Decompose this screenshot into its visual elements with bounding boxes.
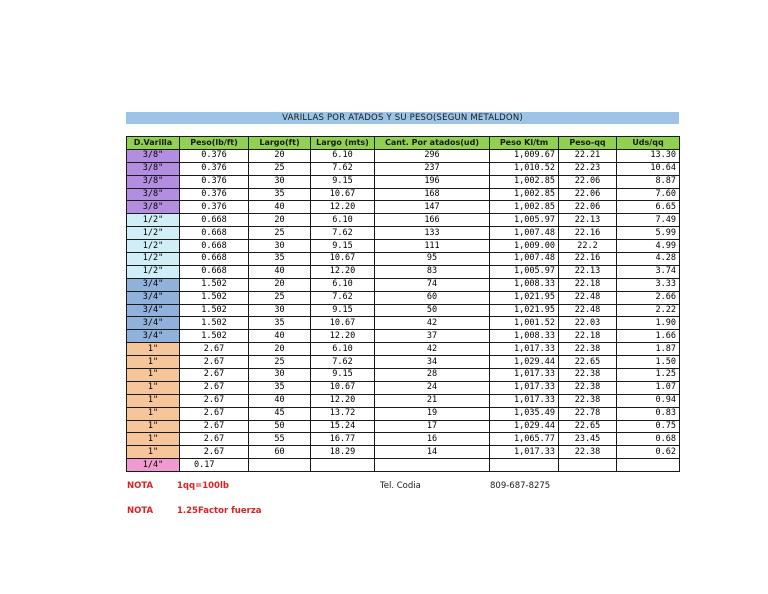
table-row bbox=[127, 175, 680, 188]
length-ft-cell: 60 bbox=[249, 446, 311, 459]
qty-cell: 83 bbox=[375, 265, 490, 278]
length-ft-cell: 30 bbox=[249, 369, 311, 382]
table-row bbox=[127, 394, 680, 407]
qty-cell: 60 bbox=[375, 291, 490, 304]
diameter-cell: 1/2" bbox=[127, 240, 180, 253]
weight-lbft-cell: 0.668 bbox=[180, 265, 249, 278]
weight-qq-cell: 22.03 bbox=[559, 317, 617, 330]
table-title: VARILLAS POR ATADOS Y SU PESO(SEGUN METALDON) bbox=[126, 112, 679, 124]
qty-cell: 42 bbox=[375, 343, 490, 356]
diameter-cell: 1/2" bbox=[127, 214, 180, 227]
weight-lbft-cell: 1.502 bbox=[180, 317, 249, 330]
qty-cell: 24 bbox=[375, 381, 490, 394]
weight-lbft-cell: 0.376 bbox=[180, 188, 249, 201]
weight-lbft-cell: 0.17 bbox=[180, 459, 249, 472]
weight-kg-cell: 1,017.33 bbox=[490, 343, 559, 356]
diameter-cell: 3/4" bbox=[127, 291, 180, 304]
weight-lbft-cell: 1.502 bbox=[180, 330, 249, 343]
units-qq-cell: 0.68 bbox=[617, 433, 680, 446]
col-header-weight-qq: Peso-qq bbox=[559, 137, 617, 150]
length-ft-cell: 55 bbox=[249, 433, 311, 446]
nota-2-label: NOTA bbox=[127, 506, 154, 516]
weight-qq-cell: 23.45 bbox=[559, 433, 617, 446]
table-row bbox=[127, 253, 680, 266]
weight-kg-cell: 1,017.33 bbox=[490, 394, 559, 407]
qty-cell: 14 bbox=[375, 446, 490, 459]
length-m-cell: 10.67 bbox=[311, 188, 375, 201]
length-ft-cell: 25 bbox=[249, 291, 311, 304]
length-m-cell: 12.20 bbox=[311, 394, 375, 407]
units-qq-cell: 1.66 bbox=[617, 330, 680, 343]
units-qq-cell: 8.87 bbox=[617, 175, 680, 188]
weight-qq-cell: 22.06 bbox=[559, 201, 617, 214]
diameter-cell: 1" bbox=[127, 381, 180, 394]
diameter-cell: 1/4" bbox=[127, 459, 180, 472]
weight-lbft-cell: 1.502 bbox=[180, 304, 249, 317]
table-row bbox=[127, 407, 680, 420]
table-row bbox=[127, 149, 680, 162]
length-m-cell: 6.10 bbox=[311, 149, 375, 162]
weight-qq-cell: 22.78 bbox=[559, 407, 617, 420]
table-row bbox=[127, 343, 680, 356]
diameter-cell: 3/4" bbox=[127, 330, 180, 343]
weight-qq-cell: 22.21 bbox=[559, 149, 617, 162]
units-qq-cell: 3.74 bbox=[617, 265, 680, 278]
table-row bbox=[127, 356, 680, 369]
units-qq-cell: 5.99 bbox=[617, 227, 680, 240]
units-qq-cell: 3.33 bbox=[617, 278, 680, 291]
empty-cell bbox=[617, 459, 680, 472]
units-qq-cell: 4.28 bbox=[617, 253, 680, 266]
weight-lbft-cell: 1.502 bbox=[180, 291, 249, 304]
weight-qq-cell: 22.2 bbox=[559, 240, 617, 253]
units-qq-cell: 0.75 bbox=[617, 420, 680, 433]
weight-kg-cell: 1,065.77 bbox=[490, 433, 559, 446]
diameter-cell: 1" bbox=[127, 394, 180, 407]
table-row-extra bbox=[127, 459, 680, 472]
weight-lbft-cell: 0.668 bbox=[180, 253, 249, 266]
weight-kg-cell: 1,010.52 bbox=[490, 162, 559, 175]
tel-number: 809-687-8275 bbox=[490, 481, 551, 491]
diameter-cell: 1" bbox=[127, 433, 180, 446]
empty-cell bbox=[249, 459, 311, 472]
qty-cell: 111 bbox=[375, 240, 490, 253]
empty-cell bbox=[311, 459, 375, 472]
qty-cell: 42 bbox=[375, 317, 490, 330]
length-m-cell: 9.15 bbox=[311, 369, 375, 382]
weight-kg-cell: 1,021.95 bbox=[490, 291, 559, 304]
table-row bbox=[127, 214, 680, 227]
weight-kg-cell: 1,017.33 bbox=[490, 369, 559, 382]
length-m-cell: 6.10 bbox=[311, 343, 375, 356]
weight-qq-cell: 22.13 bbox=[559, 265, 617, 278]
rebar-table bbox=[126, 136, 680, 472]
units-qq-cell: 7.60 bbox=[617, 188, 680, 201]
col-header-weight-kg: Peso Kl/tm bbox=[490, 137, 559, 150]
table-row bbox=[127, 240, 680, 253]
diameter-cell: 1/2" bbox=[127, 227, 180, 240]
qty-cell: 166 bbox=[375, 214, 490, 227]
diameter-cell: 1" bbox=[127, 420, 180, 433]
weight-lbft-cell: 0.376 bbox=[180, 162, 249, 175]
diameter-cell: 3/4" bbox=[127, 317, 180, 330]
qty-cell: 296 bbox=[375, 149, 490, 162]
empty-cell bbox=[375, 459, 490, 472]
length-m-cell: 6.10 bbox=[311, 214, 375, 227]
empty-cell bbox=[490, 459, 559, 472]
length-m-cell: 9.15 bbox=[311, 175, 375, 188]
qty-cell: 196 bbox=[375, 175, 490, 188]
weight-kg-cell: 1,002.85 bbox=[490, 175, 559, 188]
weight-kg-cell: 1,005.97 bbox=[490, 265, 559, 278]
weight-qq-cell: 22.38 bbox=[559, 343, 617, 356]
units-qq-cell: 2.66 bbox=[617, 291, 680, 304]
table-row bbox=[127, 381, 680, 394]
table-row bbox=[127, 265, 680, 278]
length-m-cell: 12.20 bbox=[311, 201, 375, 214]
weight-qq-cell: 22.16 bbox=[559, 227, 617, 240]
length-ft-cell: 20 bbox=[249, 214, 311, 227]
table-row bbox=[127, 278, 680, 291]
length-ft-cell: 35 bbox=[249, 317, 311, 330]
units-qq-cell: 1.87 bbox=[617, 343, 680, 356]
weight-kg-cell: 1,007.48 bbox=[490, 253, 559, 266]
length-ft-cell: 25 bbox=[249, 227, 311, 240]
weight-lbft-cell: 2.67 bbox=[180, 343, 249, 356]
diameter-cell: 3/8" bbox=[127, 201, 180, 214]
length-m-cell: 13.72 bbox=[311, 407, 375, 420]
qty-cell: 28 bbox=[375, 369, 490, 382]
diameter-cell: 1" bbox=[127, 356, 180, 369]
length-m-cell: 6.10 bbox=[311, 278, 375, 291]
length-ft-cell: 30 bbox=[249, 304, 311, 317]
weight-lbft-cell: 2.67 bbox=[180, 394, 249, 407]
length-m-cell: 9.15 bbox=[311, 240, 375, 253]
length-m-cell: 7.62 bbox=[311, 291, 375, 304]
weight-kg-cell: 1,008.33 bbox=[490, 330, 559, 343]
qty-cell: 74 bbox=[375, 278, 490, 291]
weight-kg-cell: 1,017.33 bbox=[490, 446, 559, 459]
length-ft-cell: 40 bbox=[249, 394, 311, 407]
diameter-cell: 1" bbox=[127, 343, 180, 356]
weight-qq-cell: 22.48 bbox=[559, 291, 617, 304]
weight-lbft-cell: 0.376 bbox=[180, 149, 249, 162]
length-ft-cell: 50 bbox=[249, 420, 311, 433]
col-header-length-m: Largo (mts) bbox=[311, 137, 375, 150]
table-row bbox=[127, 291, 680, 304]
col-header-qty-per-bundle: Cant. Por atados(ud) bbox=[375, 137, 490, 150]
weight-kg-cell: 1,008.33 bbox=[490, 278, 559, 291]
diameter-cell: 3/4" bbox=[127, 278, 180, 291]
weight-lbft-cell: 0.376 bbox=[180, 175, 249, 188]
weight-kg-cell: 1,035.49 bbox=[490, 407, 559, 420]
table-row bbox=[127, 188, 680, 201]
table-row bbox=[127, 330, 680, 343]
weight-qq-cell: 22.38 bbox=[559, 369, 617, 382]
weight-kg-cell: 1,009.00 bbox=[490, 240, 559, 253]
units-qq-cell: 0.83 bbox=[617, 407, 680, 420]
table-row bbox=[127, 227, 680, 240]
diameter-cell: 3/4" bbox=[127, 304, 180, 317]
weight-kg-cell: 1,002.85 bbox=[490, 201, 559, 214]
weight-kg-cell: 1,029.44 bbox=[490, 356, 559, 369]
qty-cell: 19 bbox=[375, 407, 490, 420]
weight-qq-cell: 22.23 bbox=[559, 162, 617, 175]
qty-cell: 16 bbox=[375, 433, 490, 446]
length-m-cell: 16.77 bbox=[311, 433, 375, 446]
col-header-weight-lbft: Peso(lb/ft) bbox=[180, 137, 249, 150]
weight-qq-cell: 22.65 bbox=[559, 420, 617, 433]
length-m-cell: 10.67 bbox=[311, 317, 375, 330]
length-ft-cell: 20 bbox=[249, 278, 311, 291]
length-ft-cell: 20 bbox=[249, 343, 311, 356]
length-ft-cell: 40 bbox=[249, 330, 311, 343]
weight-lbft-cell: 2.67 bbox=[180, 369, 249, 382]
diameter-cell: 1/2" bbox=[127, 265, 180, 278]
length-ft-cell: 45 bbox=[249, 407, 311, 420]
diameter-cell: 3/8" bbox=[127, 162, 180, 175]
diameter-cell: 1" bbox=[127, 407, 180, 420]
weight-qq-cell: 22.48 bbox=[559, 304, 617, 317]
table-row bbox=[127, 317, 680, 330]
qty-cell: 237 bbox=[375, 162, 490, 175]
qty-cell: 95 bbox=[375, 253, 490, 266]
table-row bbox=[127, 433, 680, 446]
nota-1-text: 1qq=100lb bbox=[177, 481, 229, 491]
length-m-cell: 9.15 bbox=[311, 304, 375, 317]
qty-cell: 50 bbox=[375, 304, 490, 317]
table-row bbox=[127, 446, 680, 459]
units-qq-cell: 1.50 bbox=[617, 356, 680, 369]
length-ft-cell: 20 bbox=[249, 149, 311, 162]
weight-lbft-cell: 0.668 bbox=[180, 240, 249, 253]
col-header-diameter: D.Varilla bbox=[127, 137, 180, 150]
diameter-cell: 3/8" bbox=[127, 149, 180, 162]
units-qq-cell: 1.25 bbox=[617, 369, 680, 382]
units-qq-cell: 0.94 bbox=[617, 394, 680, 407]
weight-kg-cell: 1,009.67 bbox=[490, 149, 559, 162]
units-qq-cell: 6.65 bbox=[617, 201, 680, 214]
length-m-cell: 7.62 bbox=[311, 356, 375, 369]
table-row bbox=[127, 201, 680, 214]
diameter-cell: 1" bbox=[127, 446, 180, 459]
weight-kg-cell: 1,007.48 bbox=[490, 227, 559, 240]
header-row bbox=[127, 137, 680, 150]
units-qq-cell: 7.49 bbox=[617, 214, 680, 227]
weight-qq-cell: 22.16 bbox=[559, 253, 617, 266]
weight-lbft-cell: 1.502 bbox=[180, 278, 249, 291]
weight-lbft-cell: 2.67 bbox=[180, 407, 249, 420]
length-m-cell: 10.67 bbox=[311, 253, 375, 266]
weight-kg-cell: 1,017.33 bbox=[490, 381, 559, 394]
length-ft-cell: 30 bbox=[249, 240, 311, 253]
length-ft-cell: 25 bbox=[249, 162, 311, 175]
length-ft-cell: 35 bbox=[249, 188, 311, 201]
weight-kg-cell: 1,021.95 bbox=[490, 304, 559, 317]
weight-kg-cell: 1,002.85 bbox=[490, 188, 559, 201]
weight-qq-cell: 22.38 bbox=[559, 381, 617, 394]
length-m-cell: 10.67 bbox=[311, 381, 375, 394]
col-header-units-per-qq: Uds/qq bbox=[617, 137, 680, 150]
diameter-cell: 3/8" bbox=[127, 175, 180, 188]
weight-qq-cell: 22.38 bbox=[559, 446, 617, 459]
table-body bbox=[127, 149, 680, 471]
weight-qq-cell: 22.18 bbox=[559, 330, 617, 343]
empty-cell bbox=[559, 459, 617, 472]
weight-kg-cell: 1,001.52 bbox=[490, 317, 559, 330]
units-qq-cell: 10.64 bbox=[617, 162, 680, 175]
weight-lbft-cell: 2.67 bbox=[180, 446, 249, 459]
weight-lbft-cell: 0.668 bbox=[180, 214, 249, 227]
tel-label: Tel. Codia bbox=[380, 481, 421, 491]
length-ft-cell: 40 bbox=[249, 265, 311, 278]
weight-lbft-cell: 0.376 bbox=[180, 201, 249, 214]
qty-cell: 17 bbox=[375, 420, 490, 433]
table-row bbox=[127, 162, 680, 175]
nota-1-label: NOTA bbox=[127, 481, 154, 491]
weight-qq-cell: 22.06 bbox=[559, 188, 617, 201]
qty-cell: 147 bbox=[375, 201, 490, 214]
diameter-cell: 3/8" bbox=[127, 188, 180, 201]
weight-qq-cell: 22.06 bbox=[559, 175, 617, 188]
length-m-cell: 18.29 bbox=[311, 446, 375, 459]
weight-qq-cell: 22.38 bbox=[559, 394, 617, 407]
qty-cell: 168 bbox=[375, 188, 490, 201]
units-qq-cell: 1.90 bbox=[617, 317, 680, 330]
length-m-cell: 12.20 bbox=[311, 330, 375, 343]
diameter-cell: 1/2" bbox=[127, 253, 180, 266]
length-ft-cell: 30 bbox=[249, 175, 311, 188]
units-qq-cell: 4.99 bbox=[617, 240, 680, 253]
weight-qq-cell: 22.18 bbox=[559, 278, 617, 291]
length-ft-cell: 25 bbox=[249, 356, 311, 369]
weight-lbft-cell: 2.67 bbox=[180, 420, 249, 433]
weight-lbft-cell: 2.67 bbox=[180, 381, 249, 394]
units-qq-cell: 13.30 bbox=[617, 149, 680, 162]
weight-lbft-cell: 2.67 bbox=[180, 433, 249, 446]
qty-cell: 21 bbox=[375, 394, 490, 407]
nota-2-text: 1.25Factor fuerza bbox=[177, 506, 262, 516]
qty-cell: 37 bbox=[375, 330, 490, 343]
units-qq-cell: 2.22 bbox=[617, 304, 680, 317]
weight-qq-cell: 22.65 bbox=[559, 356, 617, 369]
length-ft-cell: 35 bbox=[249, 253, 311, 266]
length-ft-cell: 40 bbox=[249, 201, 311, 214]
diameter-cell: 1" bbox=[127, 369, 180, 382]
weight-kg-cell: 1,005.97 bbox=[490, 214, 559, 227]
weight-lbft-cell: 2.67 bbox=[180, 356, 249, 369]
weight-kg-cell: 1,029.44 bbox=[490, 420, 559, 433]
table-row bbox=[127, 420, 680, 433]
weight-qq-cell: 22.13 bbox=[559, 214, 617, 227]
length-m-cell: 12.20 bbox=[311, 265, 375, 278]
qty-cell: 34 bbox=[375, 356, 490, 369]
col-header-length-ft: Largo(ft) bbox=[249, 137, 311, 150]
units-qq-cell: 0.62 bbox=[617, 446, 680, 459]
table-row bbox=[127, 369, 680, 382]
length-m-cell: 7.62 bbox=[311, 162, 375, 175]
weight-lbft-cell: 0.668 bbox=[180, 227, 249, 240]
table-row bbox=[127, 304, 680, 317]
length-ft-cell: 35 bbox=[249, 381, 311, 394]
qty-cell: 133 bbox=[375, 227, 490, 240]
units-qq-cell: 1.07 bbox=[617, 381, 680, 394]
length-m-cell: 7.62 bbox=[311, 227, 375, 240]
length-m-cell: 15.24 bbox=[311, 420, 375, 433]
